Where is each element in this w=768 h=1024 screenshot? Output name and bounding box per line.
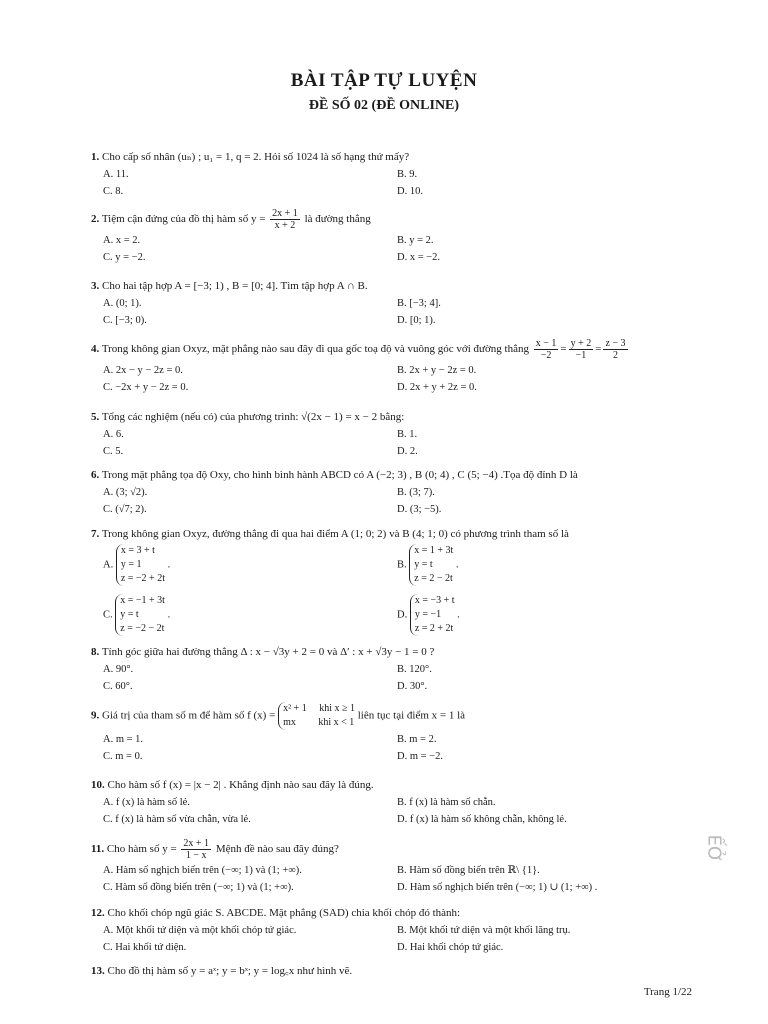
option-d: D. x = −2. bbox=[397, 252, 441, 263]
question-text: Tiệm cận đứng của đồ thị hàm số y = bbox=[101, 213, 266, 226]
option-d: D. Hai khối chóp tứ giác. bbox=[397, 942, 504, 953]
page-subtitle: ĐỀ SỐ 02 (ĐỀ ONLINE) bbox=[308, 98, 460, 113]
question-2 bbox=[91, 208, 751, 265]
option-d: D. 10. bbox=[397, 186, 423, 197]
option-label: A. bbox=[103, 559, 114, 571]
equation-line: y = −1 bbox=[414, 609, 442, 620]
question-text: Tổng các nghiệm (nếu có) của phương trình: √(2x − 1) = x − 2 bằng: bbox=[101, 411, 405, 423]
question-8 bbox=[91, 645, 751, 694]
question-number: 12. bbox=[91, 907, 105, 919]
question-number: 11. bbox=[91, 843, 105, 856]
equation-line: y = t bbox=[120, 609, 139, 620]
equation-system bbox=[115, 594, 165, 636]
equation-line: z = −2 − 2t bbox=[120, 623, 165, 634]
equation-line: z = −2 + 2t bbox=[120, 573, 165, 584]
option-c: C. 5. bbox=[103, 446, 124, 457]
denominator: −2 bbox=[540, 350, 552, 361]
option-b: B. Hàm số đồng biến trên ℝ\ {1}. bbox=[397, 865, 540, 876]
fraction bbox=[181, 838, 211, 861]
option-a: A. m = 1. bbox=[103, 734, 144, 745]
case-line: mx khi x < 1 bbox=[283, 717, 355, 728]
equation-system bbox=[409, 544, 453, 586]
question-text: Cho hàm số y = bbox=[106, 843, 177, 856]
question-7 bbox=[91, 527, 751, 650]
option-d: D. 2x + y + 2z = 0. bbox=[397, 382, 477, 393]
equation-line: x = 3 + t bbox=[120, 545, 155, 556]
question-text: Cho hai tập hợp A = [−3; 1) , B = [0; 4]. Tìm tập hợp A ∩ B. bbox=[102, 280, 368, 292]
denominator: 1 − x bbox=[185, 850, 207, 861]
question-number: 5. bbox=[91, 411, 100, 423]
case-line: x² + 1 khi x ≥ 1 bbox=[283, 703, 355, 714]
option-a: A. 6. bbox=[103, 429, 124, 440]
question-number: 13. bbox=[91, 965, 105, 977]
option-c: C. [−3; 0). bbox=[103, 315, 147, 326]
option-a: A. x = 2. bbox=[103, 235, 141, 246]
option-c: C. Hai khối tứ diện. bbox=[103, 942, 187, 953]
question-text: là đường thẳng bbox=[304, 213, 371, 226]
question-number: 9. bbox=[91, 709, 100, 722]
option-b: B. Một khối tứ diện và một khối lăng trụ. bbox=[397, 925, 571, 936]
numerator: 2x + 1 bbox=[272, 208, 298, 219]
option-c: C. (√7; 2). bbox=[103, 504, 147, 515]
equation-line: x = −1 + 3t bbox=[120, 595, 165, 606]
option-d bbox=[397, 594, 460, 636]
period: . bbox=[457, 609, 460, 621]
numerator: z − 3 bbox=[605, 338, 626, 349]
denominator: 2 bbox=[613, 350, 618, 361]
numerator: y + 2 bbox=[570, 338, 592, 349]
question-text: Trong không gian Oxyz, mặt phẳng nào sau đây đi qua gốc toạ độ và vuông góc với đường thẳng bbox=[101, 343, 529, 356]
question-text: Cho khối chóp ngũ giác S. ABCDE. Mặt phẳng (SAD) chia khối chóp đó thành: bbox=[107, 907, 461, 919]
numerator: 2x + 1 bbox=[183, 838, 210, 849]
option-d: D. 2. bbox=[397, 446, 418, 457]
question-number: 4. bbox=[91, 343, 100, 356]
question-text: Cho cấp số nhân (uₙ) ; u₁ = 1, q = 2. Hỏi số 1024 là số hạng thứ mấy? bbox=[102, 151, 410, 163]
fraction bbox=[569, 338, 594, 361]
option-a: A. Một khối tứ diện và một khối chóp tứ giác. bbox=[103, 925, 297, 936]
option-label: C. bbox=[103, 609, 113, 621]
option-b: B. 1. bbox=[397, 429, 418, 440]
option-a: A. 11. bbox=[103, 169, 129, 180]
option-c: C. 8. bbox=[103, 186, 124, 197]
option-d: D. [0; 1). bbox=[397, 315, 436, 326]
equation-system bbox=[410, 594, 455, 636]
question-text: Trong không gian Oxyz, đường thẳng đi qua hai điểm A (1; 0; 2) và B (4; 1; 0) có phương trình tham số là bbox=[101, 528, 569, 540]
option-b: B. (3; 7). bbox=[397, 487, 435, 498]
option-c: C. 60°. bbox=[103, 681, 133, 692]
question-text: Mệnh đề nào sau đây đúng? bbox=[215, 843, 339, 856]
option-c: C. f (x) là hàm số vừa chẵn, vừa lẻ. bbox=[103, 814, 251, 825]
question-4 bbox=[91, 338, 751, 395]
question-number: 6. bbox=[91, 469, 100, 481]
page-number: Trang 1/22 bbox=[643, 986, 692, 998]
option-a: A. 2x − y − 2z = 0. bbox=[103, 365, 183, 376]
fraction bbox=[534, 338, 559, 361]
piecewise-function bbox=[278, 702, 355, 730]
question-9 bbox=[91, 702, 751, 764]
equation-line: x = 1 + 3t bbox=[414, 545, 454, 556]
question-number: 2. bbox=[91, 213, 100, 226]
option-b: B. [−3; 4]. bbox=[397, 298, 441, 309]
equals-sign: = bbox=[560, 343, 567, 356]
period: . bbox=[167, 609, 171, 621]
option-c: C. Hàm số đồng biến trên (−∞; 1) và (1; +∞). bbox=[103, 882, 294, 893]
equation-line: y = 1 bbox=[120, 559, 142, 570]
denominator: x + 2 bbox=[274, 220, 296, 231]
option-b: B. m = 2. bbox=[397, 734, 437, 745]
option-b: B. 9. bbox=[397, 169, 418, 180]
option-b: B. 2x + y − 2z = 0. bbox=[397, 365, 477, 376]
option-d: D. 30°. bbox=[397, 681, 428, 692]
watermark-glyph: ẾỞ bbox=[703, 834, 725, 863]
period: . bbox=[167, 559, 171, 571]
question-number: 8. bbox=[91, 646, 100, 658]
period: . bbox=[455, 559, 459, 571]
option-d: D. (3; −5). bbox=[397, 504, 442, 515]
fraction bbox=[603, 338, 627, 361]
option-a: A. (3; √2). bbox=[103, 487, 148, 498]
equation-system bbox=[116, 544, 165, 586]
option-b: B. 120°. bbox=[397, 664, 432, 675]
question-text: Cho đồ thị hàm số y = aˣ; y = bˣ; y = log꜀x như hình vẽ. bbox=[107, 965, 353, 977]
question-5 bbox=[91, 410, 751, 459]
equation-line: z = 2 + 2t bbox=[414, 623, 454, 634]
option-a: A. 90°. bbox=[103, 664, 134, 675]
page-title: BÀI TẬP TỰ LUYỆN bbox=[290, 70, 478, 91]
question-text: liên tục tại điểm x = 1 là bbox=[357, 709, 466, 722]
option-c: C. −2x + y − 2z = 0. bbox=[103, 382, 189, 393]
question-text: Tính góc giữa hai đường thẳng Δ : x − √3y + 2 = 0 và Δ′ : x + √3y − 1 = 0 ? bbox=[101, 646, 435, 658]
equation-line: z = 2 − 2t bbox=[414, 573, 453, 584]
option-a: A. (0; 1). bbox=[103, 298, 142, 309]
option-a: A. Hàm số nghịch biến trên (−∞; 1) và (1; +∞). bbox=[103, 865, 302, 876]
question-number: 10. bbox=[91, 779, 105, 791]
question-10 bbox=[91, 778, 751, 827]
fraction bbox=[270, 208, 300, 231]
equals-sign: = bbox=[595, 343, 602, 356]
option-b: B. y = 2. bbox=[397, 235, 434, 246]
question-6 bbox=[91, 468, 751, 517]
option-label: D. bbox=[397, 609, 408, 621]
equation-line: x = −3 + t bbox=[414, 595, 455, 606]
question-number: 3. bbox=[91, 280, 100, 292]
question-12 bbox=[91, 906, 751, 955]
question-1 bbox=[91, 150, 751, 199]
option-c: C. m = 0. bbox=[103, 751, 143, 762]
question-11 bbox=[91, 838, 751, 895]
option-a: A. f (x) là hàm số lẻ. bbox=[103, 797, 190, 808]
option-b bbox=[397, 544, 459, 586]
numerator: x − 1 bbox=[535, 338, 557, 349]
option-a bbox=[103, 544, 170, 586]
question-13 bbox=[91, 964, 751, 979]
equation-line: y = t bbox=[414, 559, 433, 570]
question-3 bbox=[91, 279, 751, 328]
question-text: Trong mặt phẳng tọa độ Oxy, cho hình bình hành ABCD có A (−2; 3) , B (0; 4) , C (5; −4) .Tọa độ đỉnh D là bbox=[101, 469, 578, 481]
question-text: Cho hàm số f (x) = |x − 2| . Khẳng định nào sau đây là đúng. bbox=[107, 779, 374, 791]
option-label: B. bbox=[397, 559, 407, 571]
option-c: C. y = −2. bbox=[103, 252, 146, 263]
option-b: B. f (x) là hàm số chẵn. bbox=[397, 797, 496, 808]
option-d: D. m = −2. bbox=[397, 751, 443, 762]
question-text: Giá trị của tham số m để hàm số f (x) = bbox=[102, 709, 276, 722]
option-c bbox=[103, 594, 170, 636]
option-d: D. f (x) là hàm số không chẵn, không lẻ. bbox=[397, 814, 567, 825]
question-number: 7. bbox=[91, 528, 100, 540]
denominator: −1 bbox=[575, 350, 587, 361]
question-number: 1. bbox=[91, 151, 100, 163]
option-d: D. Hàm số nghịch biến trên (−∞; 1) ∪ (1; +∞) . bbox=[397, 882, 598, 893]
